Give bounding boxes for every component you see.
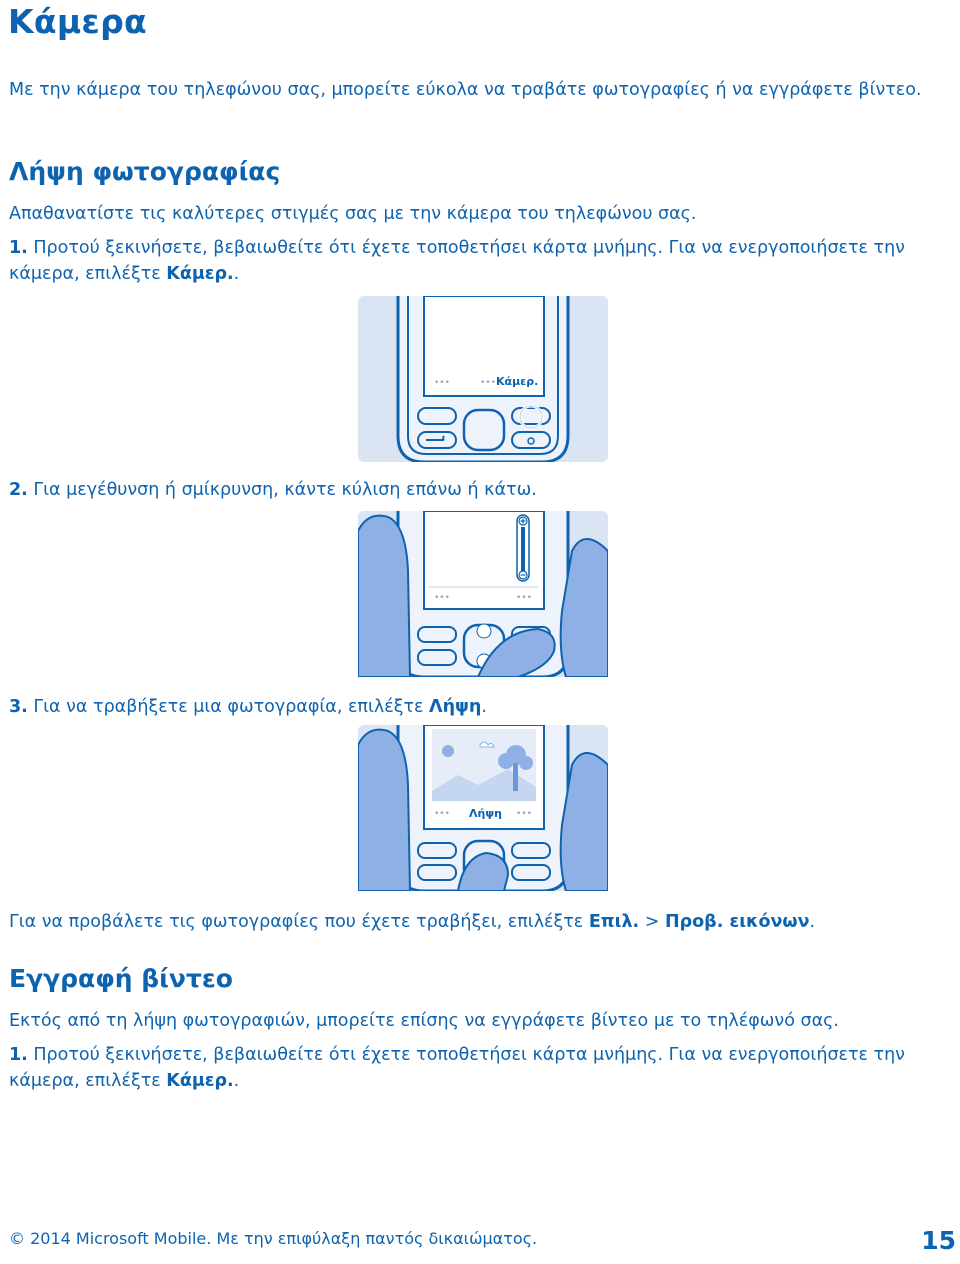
page-number: 15 (921, 1226, 956, 1255)
intro-paragraph: Με την κάμερα του τηλεφώνου σας, μπορείτε εύκολα να τραβάτε φωτογραφίες ή να εγγράφετε βίντεο. (9, 80, 922, 100)
figure-capture (358, 725, 608, 891)
nav-key (464, 410, 504, 450)
figure-zoom (358, 511, 608, 677)
menu-item-view-images: Προβ. εικόνων (664, 912, 810, 932)
photo-step-1 (9, 235, 959, 287)
screen-label-capture: Λήψη (469, 807, 502, 820)
instruction-end: . (809, 912, 816, 932)
photo-section-heading: Λήψη φωτογραφίας (9, 157, 281, 186)
left-thumb (358, 516, 410, 677)
step-text: Για να τραβήξετε μια φωτογραφία, επιλέξτε (27, 697, 430, 717)
video-step-1 (9, 1042, 959, 1094)
step-number: 3. (9, 697, 28, 717)
softkey-dots: ••• (434, 378, 450, 388)
step-number: 1. (9, 238, 28, 258)
menu-item-camera: Κάμερ. (166, 1071, 234, 1091)
left-thumb (358, 730, 410, 891)
step-end: . (481, 697, 487, 717)
end-key (512, 432, 550, 448)
end-key (512, 865, 550, 880)
step-number: 2. (9, 480, 28, 500)
call-key (418, 650, 456, 665)
menu-item-capture: Λήψη (429, 697, 482, 717)
left-softkey (418, 843, 456, 858)
tree-trunk (513, 763, 518, 791)
photo-step-3 (9, 694, 959, 720)
step-end: . (233, 264, 240, 284)
call-key (418, 865, 456, 880)
video-lead: Εκτός από τη λήψη φωτογραφιών, μπορείτε επίσης να εγγράφετε βίντεο με το τηλέφωνό σας. (9, 1011, 839, 1031)
menu-item-camera: Κάμερ. (166, 264, 234, 284)
view-photos-instruction (9, 909, 959, 935)
figure-camera-softkey (358, 296, 608, 462)
sun-icon (442, 745, 454, 757)
step-text: Προτού ξεκινήσετε, βεβαιωθείτε ότι έχετε τοποθετήσει κάρτα μνήμης. Για να ενεργοποιήσετε την κάμερα, επιλέξτε (9, 1045, 905, 1091)
right-softkey (512, 408, 550, 424)
step-text: Για μεγέθυνση ή σμίκρυνση, κάντε κύλιση επάνω ή κάτω. (27, 480, 537, 500)
menu-separator: > (639, 912, 665, 932)
softkey-dots-right: ••• (480, 378, 496, 388)
softkey-dots: ••• (434, 593, 450, 603)
photo-lead: Απαθανατίστε τις καλύτερες στιγμές σας με την κάμερα του τηλεφώνου σας. (9, 204, 697, 224)
softkey-dots-right: ••• (516, 809, 532, 819)
video-section-heading: Εγγραφή βίντεο (9, 964, 233, 993)
menu-item-options: Επιλ. (588, 912, 640, 932)
softkey-dots-right: ••• (516, 593, 532, 603)
zoom-slider-fill (521, 527, 525, 573)
left-softkey (418, 408, 456, 424)
photo-step-2 (9, 477, 959, 503)
step-text: Προτού ξεκινήσετε, βεβαιωθείτε ότι έχετε τοποθετήσει κάρτα μνήμης. Για να ενεργοποιήσετε την κάμερα, επιλέξτε (9, 238, 905, 284)
page-title: Κάμερα (8, 2, 147, 41)
instruction-text: Για να προβάλετε τις φωτογραφίες που έχετε τραβήξει, επιλέξτε (9, 912, 589, 932)
softkey-dots: ••• (434, 809, 450, 819)
left-softkey (418, 627, 456, 642)
footer-copyright: © 2014 Microsoft Mobile. Με την επιφύλαξη παντός δικαιώματος. (9, 1229, 538, 1248)
scroll-up-icon (477, 624, 491, 638)
step-end: . (233, 1071, 240, 1091)
screen-label-camera: Κάμερ. (496, 375, 539, 388)
right-softkey (512, 843, 550, 858)
step-number: 1. (9, 1045, 28, 1065)
